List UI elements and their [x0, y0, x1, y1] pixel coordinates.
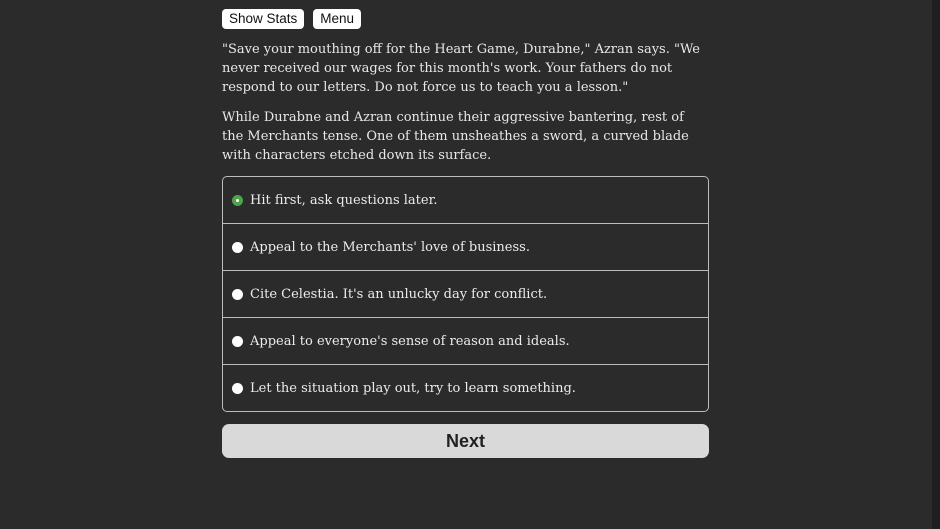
- choice-option-3[interactable]: [223, 271, 708, 318]
- show-stats-button[interactable]: Show Stats: [222, 9, 304, 29]
- choice-label: Cite Celestia. It's an unlucky day for conflict.: [250, 286, 548, 302]
- menu-button[interactable]: Menu: [313, 9, 361, 29]
- choice-option-1[interactable]: [223, 177, 708, 224]
- choice-label: Let the situation play out, try to learn something.: [250, 380, 576, 396]
- radio-icon[interactable]: [232, 383, 243, 394]
- scrollbar-track[interactable]: [932, 0, 940, 529]
- choice-option-5[interactable]: [223, 365, 708, 411]
- choice-option-2[interactable]: [223, 224, 708, 271]
- game-column: [222, 9, 709, 458]
- choice-label: Appeal to everyone's sense of reason and ideals.: [250, 333, 570, 349]
- passage-paragraph-1: "Save your mouthing off for the Heart Game, Durabne," Azran says. "We never received our wages for this month's work. Your fathers do not respond to our letters. Do not force us to teach you a lesson.": [222, 42, 700, 95]
- choice-option-4[interactable]: [223, 318, 708, 365]
- choice-label: Appeal to the Merchants' love of business.: [250, 239, 530, 255]
- radio-icon[interactable]: [232, 336, 243, 347]
- choice-label: Hit first, ask questions later.: [250, 192, 438, 208]
- passage-paragraph-2: While Durabne and Azran continue their aggressive bantering, rest of the Merchants tense. One of them unsheathes a sword, a curved blade with characters etched down its surface.: [222, 110, 689, 163]
- radio-icon[interactable]: [232, 242, 243, 253]
- top-bar: [222, 9, 709, 29]
- choice-list: [222, 176, 709, 412]
- radio-icon[interactable]: [232, 289, 243, 300]
- radio-icon[interactable]: [232, 195, 243, 206]
- next-button[interactable]: Next: [222, 424, 709, 458]
